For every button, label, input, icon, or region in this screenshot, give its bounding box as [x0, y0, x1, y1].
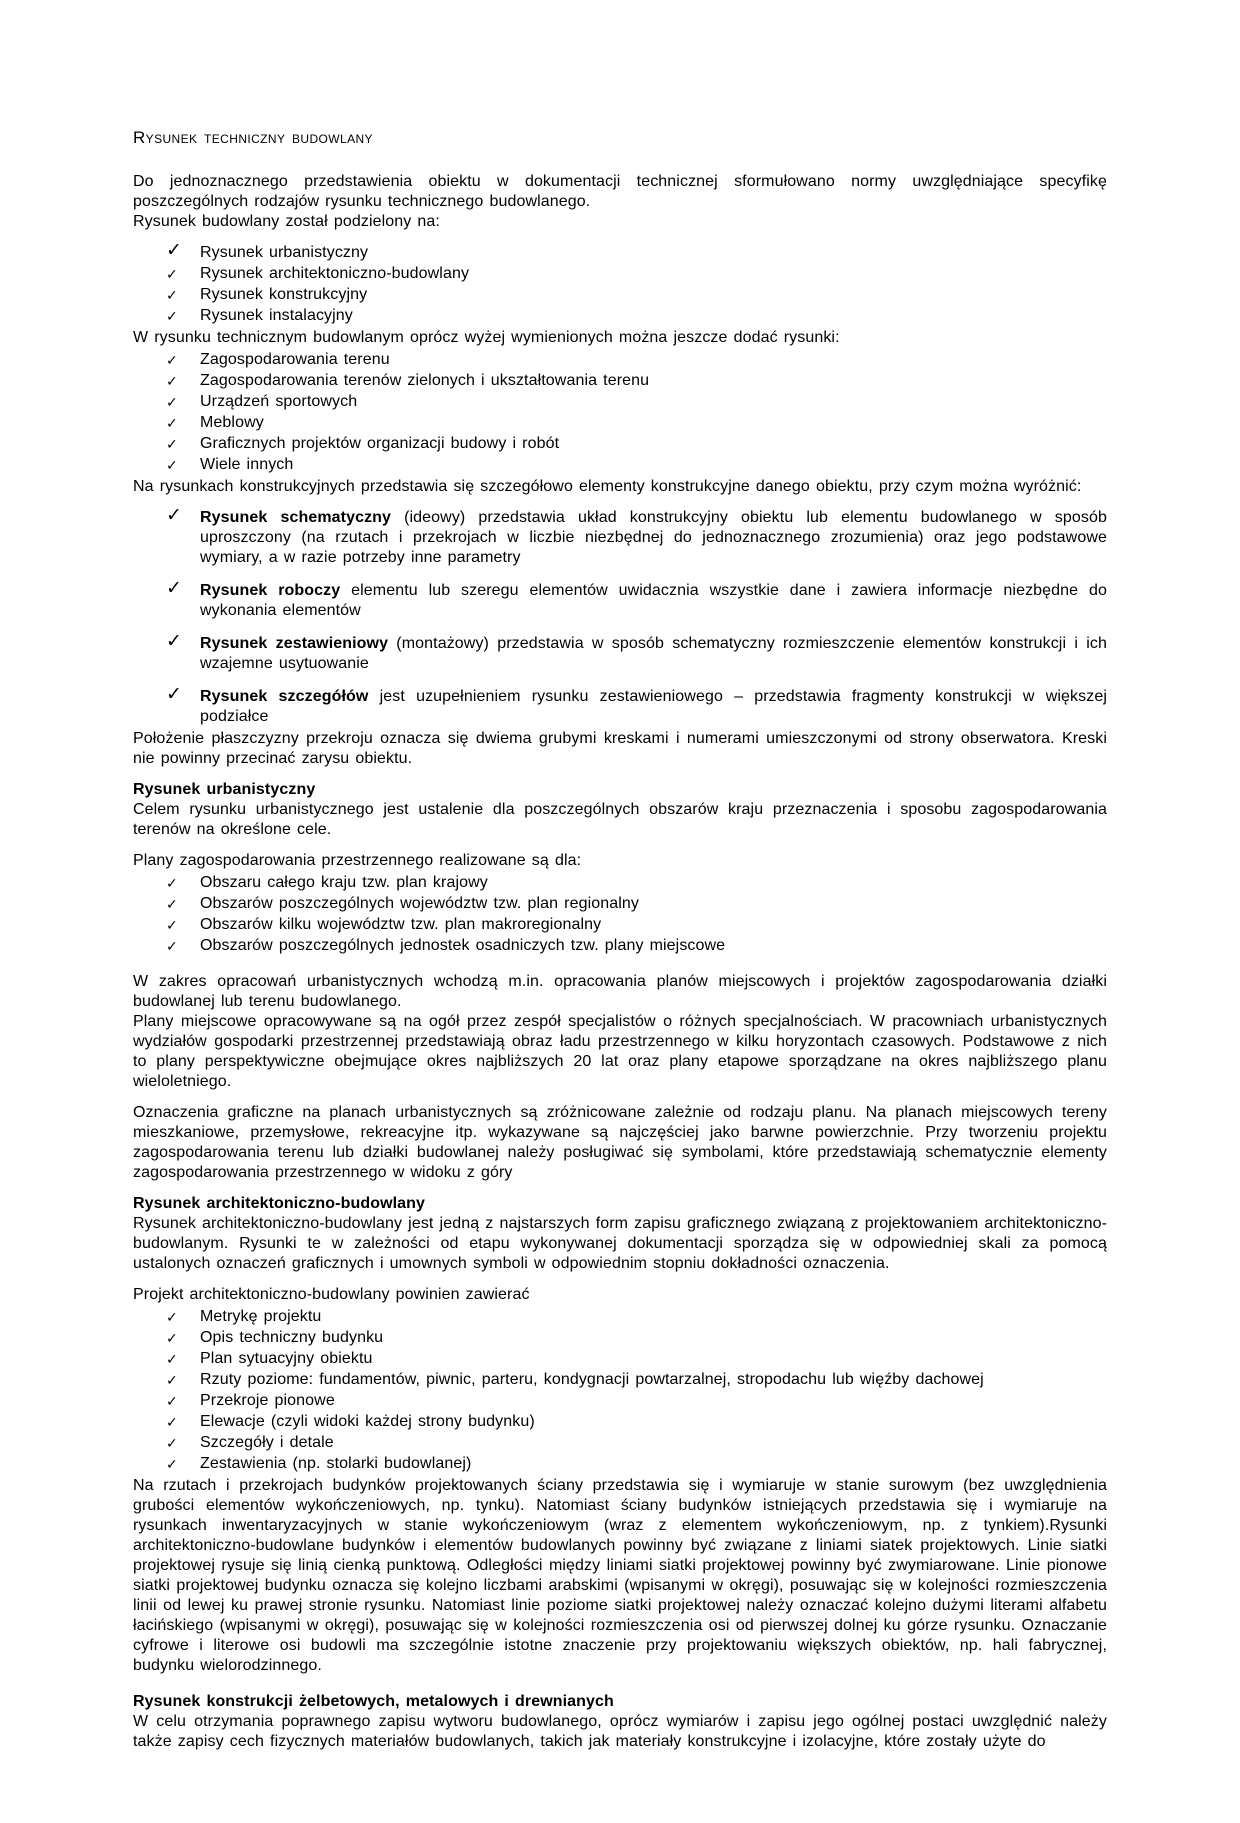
- list-item-text: Przekroje pionowe: [200, 1392, 335, 1409]
- list-item-text: Zagospodarowania terenu: [200, 351, 390, 368]
- list-item-text: Obszarów poszczególnych jednostek osadniczych tzw. plany miejscowe: [200, 937, 726, 954]
- check-icon: ✓: [166, 1393, 178, 1409]
- check-icon: ✓: [166, 1414, 178, 1430]
- architectural-body: Rysunek architektoniczno-budowlany jest jedną z najstarszych form zapisu graficznego związaną z projektowaniem architektoniczno-budowlanym. Rysunki te w zależności od etapu wykonywanej dokumentacji sporządza się w odpowiedniej skali za pomocą ustalonych oznaczeń graficznych i umownych symboli w odpowiednim stopniu dokładności oznaczenia.: [133, 1215, 1107, 1272]
- kind-description: jest uzupełnieniem rysunku zestawieniowego – przedstawia fragmenty konstrukcji w większej podziałce: [200, 688, 1107, 725]
- additional-drawings-intro: W rysunku technicznym budowlanym oprócz wyżej wymienionych można jeszcze dodać rysunki:: [133, 329, 840, 346]
- list-item-text: Graficznych projektów organizacji budowy i robót: [200, 435, 560, 452]
- check-icon: ✓: [166, 938, 178, 954]
- list-item-text: Meblowy: [200, 414, 264, 431]
- kind-description: (montażowy) przedstawia w sposób schematyczny rozmieszczenie elementów konstrukcji i ich wzajemne usytuowanie: [200, 635, 1107, 672]
- check-icon: ✓: [166, 287, 178, 303]
- list-item: [133, 873, 1107, 893]
- check-icon: ✓: [166, 436, 178, 452]
- list-item: [133, 413, 1107, 433]
- check-icon: ✓: [166, 1330, 178, 1346]
- check-icon: ✓: [166, 352, 178, 368]
- urban-section: [133, 780, 1107, 840]
- check-icon: ✓: [166, 684, 183, 705]
- list-item: [133, 392, 1107, 412]
- list-item-text: Rzuty poziome: fundamentów, piwnic, parteru, kondygnacji powtarzalnej, stropodachu lub więźby dachowej: [200, 1371, 984, 1388]
- check-icon: ✓: [166, 631, 183, 652]
- list-item: [133, 1328, 1107, 1348]
- list-item: [133, 1454, 1107, 1474]
- section-plane-paragraph: Położenie płaszczyzny przekroju oznacza się dwiema grubymi kreskami i numerami umieszczonymi od strony obserwatora. Kreski nie powinny przecinać zarysu obiektu.: [133, 730, 1107, 767]
- kind-name: Rysunek roboczy: [200, 582, 341, 599]
- check-icon: ✓: [166, 578, 183, 599]
- list-item: [133, 434, 1107, 454]
- project-contents-intro: Projekt architektoniczno-budowlany powinien zawierać: [133, 1286, 530, 1303]
- list-item-text: Plan sytuacyjny obiektu: [200, 1350, 373, 1367]
- check-icon: ✓: [166, 308, 178, 324]
- list-item: [133, 455, 1107, 475]
- architectural-section: [133, 1194, 1107, 1274]
- list-item: [133, 1433, 1107, 1453]
- plans-intro: Plany zagospodarowania przestrzennego realizowane są dla:: [133, 852, 582, 869]
- list-item-text: Rysunek urbanistyczny: [200, 244, 369, 261]
- list-item-text: Rysunek konstrukcyjny: [200, 286, 368, 303]
- kind-name: Rysunek zestawieniowy: [200, 635, 389, 652]
- check-icon: ✓: [166, 457, 178, 473]
- list-item: [133, 285, 1107, 305]
- list-item-text: Szczegóły i detale: [200, 1434, 334, 1451]
- list-item-text: Rysunek instalacyjny: [200, 307, 353, 324]
- urban-scope-text-2: Plany miejscowe opracowywane są na ogół przez zespół specjalistów o różnych specjalnościach. W pracowniach urbanistycznych wydziałów gospodarki przestrzennej przedstawiają obraz ładu przestrzennego w kilku horyzontach czasowych. Podstawowe z nich to plany perspektywiczne obejmujące okres najbliższych 20 lat oraz plany etapowe sporządzane na okres najbliższego planu wieloletniego.: [133, 1013, 1107, 1090]
- list-item: [133, 1349, 1107, 1369]
- grid-rules-paragraph: Na rzutach i przekrojach budynków projektowanych ściany przedstawia się i wymiaruje w stanie surowym (bez uwzględnienia grubości elementów wykończeniowych, np. tynku). Natomiast ściany budynków istniejących przedstawia się i wymiaruje na rysunkach inwentaryzacyjnych w stanie wykończeniowym (wraz z elementem wykończeniowym, np. z tynkiem).Rysunki architektoniczno-budowlane budynków i elementów budowlanych powinny być związane z liniami siatek projektowych. Linie siatki projektowej rysuje się linią cienką punktową. Odległości między liniami siatki projektowej powinny być zwymiarowane. Linie pionowe siatki projektowej budynku oznacza się kolejno liczbami arabskimi (wpisanymi w okręgi), posuwając się w kolejności rozmieszczenia linii od lewej ku prawej stronie rysunku. Natomiast linie poziome siatki projektowej należy oznaczać kolejno dużymi literami alfabetu łacińskiego (wpisanymi w okręgi), posuwając się w kolejności rozmieszczenia osi od pierwszej dolnej ku górze rysunku. Oznaczanie cyfrowe i literowe osi budowli ma szczególnie istotne znaczenie przy projektowaniu większych obiektów, np. hali fabrycznej, budynku wielorodzinnego.: [133, 1477, 1107, 1674]
- list-item: [133, 1412, 1107, 1432]
- check-icon: ✓: [166, 1456, 178, 1472]
- list-item: [133, 1307, 1107, 1327]
- urban-body: Celem rysunku urbanistycznego jest ustalenie dla poszczególnych obszarów kraju przeznaczenia i sposobu zagospodarowania terenów na określone cele.: [133, 801, 1107, 838]
- check-icon: ✓: [166, 1309, 178, 1325]
- check-icon: ✓: [166, 917, 178, 933]
- check-icon: ✓: [166, 1372, 178, 1388]
- list-item: [133, 240, 1107, 263]
- list-item-text: Obszaru całego kraju tzw. plan krajowy: [200, 874, 488, 891]
- list-item: [133, 350, 1107, 370]
- architectural-heading: Rysunek architektoniczno-budowlany: [133, 1195, 426, 1212]
- list-item-text: Metrykę projektu: [200, 1308, 322, 1325]
- list-item: [133, 371, 1107, 391]
- check-icon: ✓: [166, 240, 183, 261]
- urban-graphics-paragraph: Oznaczenia graficzne na planach urbanistycznych są zróżnicowane zależnie od rodzaju planu. Na planach miejscowych tereny mieszkaniowe, przemysłowe, rekreacyjne itp. wykazywane są najczęściej jako barwne powierzchnie. Przy tworzeniu projektu zagospodarowania terenu lub działki budowlanej należy posługiwać się symbolami, które przedstawiają schematycznie elementy zagospodarowania przestrzennego w widoku z góry: [133, 1104, 1107, 1181]
- list-item-text: Zestawienia (np. stolarki budowlanej): [200, 1455, 472, 1472]
- structures-heading: Rysunek konstrukcji żelbetowych, metalowych i drewnianych: [133, 1693, 614, 1710]
- list-item: [133, 684, 1107, 727]
- project-contents-list: [133, 1307, 1107, 1474]
- list-item: [133, 894, 1107, 914]
- check-icon: ✓: [166, 1351, 178, 1367]
- document-title: Rysunek techniczny budowlany: [133, 128, 373, 147]
- intro-text-1: Do jednoznacznego przedstawienia obiektu w dokumentacji technicznej sformułowano normy uwzględniające specyfikę poszczególnych rodzajów rysunku technicznego budowlanego.: [133, 173, 1107, 210]
- list-item-text: Obszarów poszczególnych województw tzw. plan regionalny: [200, 895, 639, 912]
- list-item: [133, 1391, 1107, 1411]
- list-item-text: Urządzeń sportowych: [200, 393, 358, 410]
- list-item-text: Zagospodarowania terenów zielonych i ukształtowania terenu: [200, 372, 650, 389]
- list-item: [133, 1370, 1107, 1390]
- check-icon: ✓: [166, 505, 183, 526]
- list-item-text: Rysunek architektoniczno-budowlany: [200, 265, 470, 282]
- urban-heading: Rysunek urbanistyczny: [133, 781, 316, 798]
- list-item: [133, 264, 1107, 284]
- check-icon: ✓: [166, 875, 178, 891]
- list-item-text: Obszarów kilku województw tzw. plan makroregionalny: [200, 916, 602, 933]
- check-icon: ✓: [166, 373, 178, 389]
- list-item-text: Opis techniczny budynku: [200, 1329, 384, 1346]
- list-item: [133, 631, 1107, 674]
- check-icon: ✓: [166, 394, 178, 410]
- list-item: [133, 578, 1108, 621]
- kind-name: Rysunek szczegółów: [200, 688, 369, 705]
- structures-section: [133, 1692, 1107, 1752]
- drawing-types-list: [133, 240, 1107, 326]
- intro-text-2: Rysunek budowlany został podzielony na:: [133, 213, 440, 230]
- additional-drawings-list: [133, 350, 1107, 475]
- list-item: [133, 936, 1107, 956]
- kind-name: Rysunek schematyczny: [200, 509, 392, 526]
- structures-body: W celu otrzymania poprawnego zapisu wytworu budowlanego, oprócz wymiarów i zapisu jego ogólnej postaci uwzględnić należy także zapisy cech fizycznych materiałów budowlanych, takich jak materiały konstrukcyjne i izolacyjne, które zostały użyte do: [133, 1713, 1107, 1750]
- list-item: [133, 505, 1108, 568]
- list-item-text: Elewacje (czyli widoki każdej strony budynku): [200, 1413, 535, 1430]
- check-icon: ✓: [166, 266, 178, 282]
- kind-description: (ideowy) przedstawia układ konstrukcyjny obiektu lub elementu budowlanego w sposób uproszczony (na rzutach i przekrojach w liczbie niezbędnej do jednoznacznego zrozumienia) oraz jego podstawowe wymiary, a w razie potrzeby inne parametry: [200, 509, 1108, 566]
- urban-scope-text-1: W zakres opracowań urbanistycznych wchodzą m.in. opracowania planów miejscowych i projektów zagospodarowania działki budowlanej lub terenu budowlanego.: [133, 973, 1107, 1010]
- construction-kinds-list: [133, 505, 1108, 727]
- check-icon: ✓: [166, 415, 178, 431]
- list-item: [133, 915, 1107, 935]
- urban-scope-paragraph: [133, 972, 1107, 1092]
- check-icon: ✓: [166, 896, 178, 912]
- plans-list: [133, 873, 1107, 956]
- kind-description: elementu lub szeregu elementów uwidacznia wszystkie dane i zawiera informacje niezbędne do wykonania elementów: [200, 582, 1108, 619]
- list-item-text: Wiele innych: [200, 456, 294, 473]
- intro-paragraph: [133, 172, 1107, 232]
- construction-intro: Na rysunkach konstrukcyjnych przedstawia się szczegółowo elementy konstrukcyjne danego obiektu, przy czym można wyróżnić:: [133, 478, 1082, 495]
- list-item: [133, 306, 1107, 326]
- check-icon: ✓: [166, 1435, 178, 1451]
